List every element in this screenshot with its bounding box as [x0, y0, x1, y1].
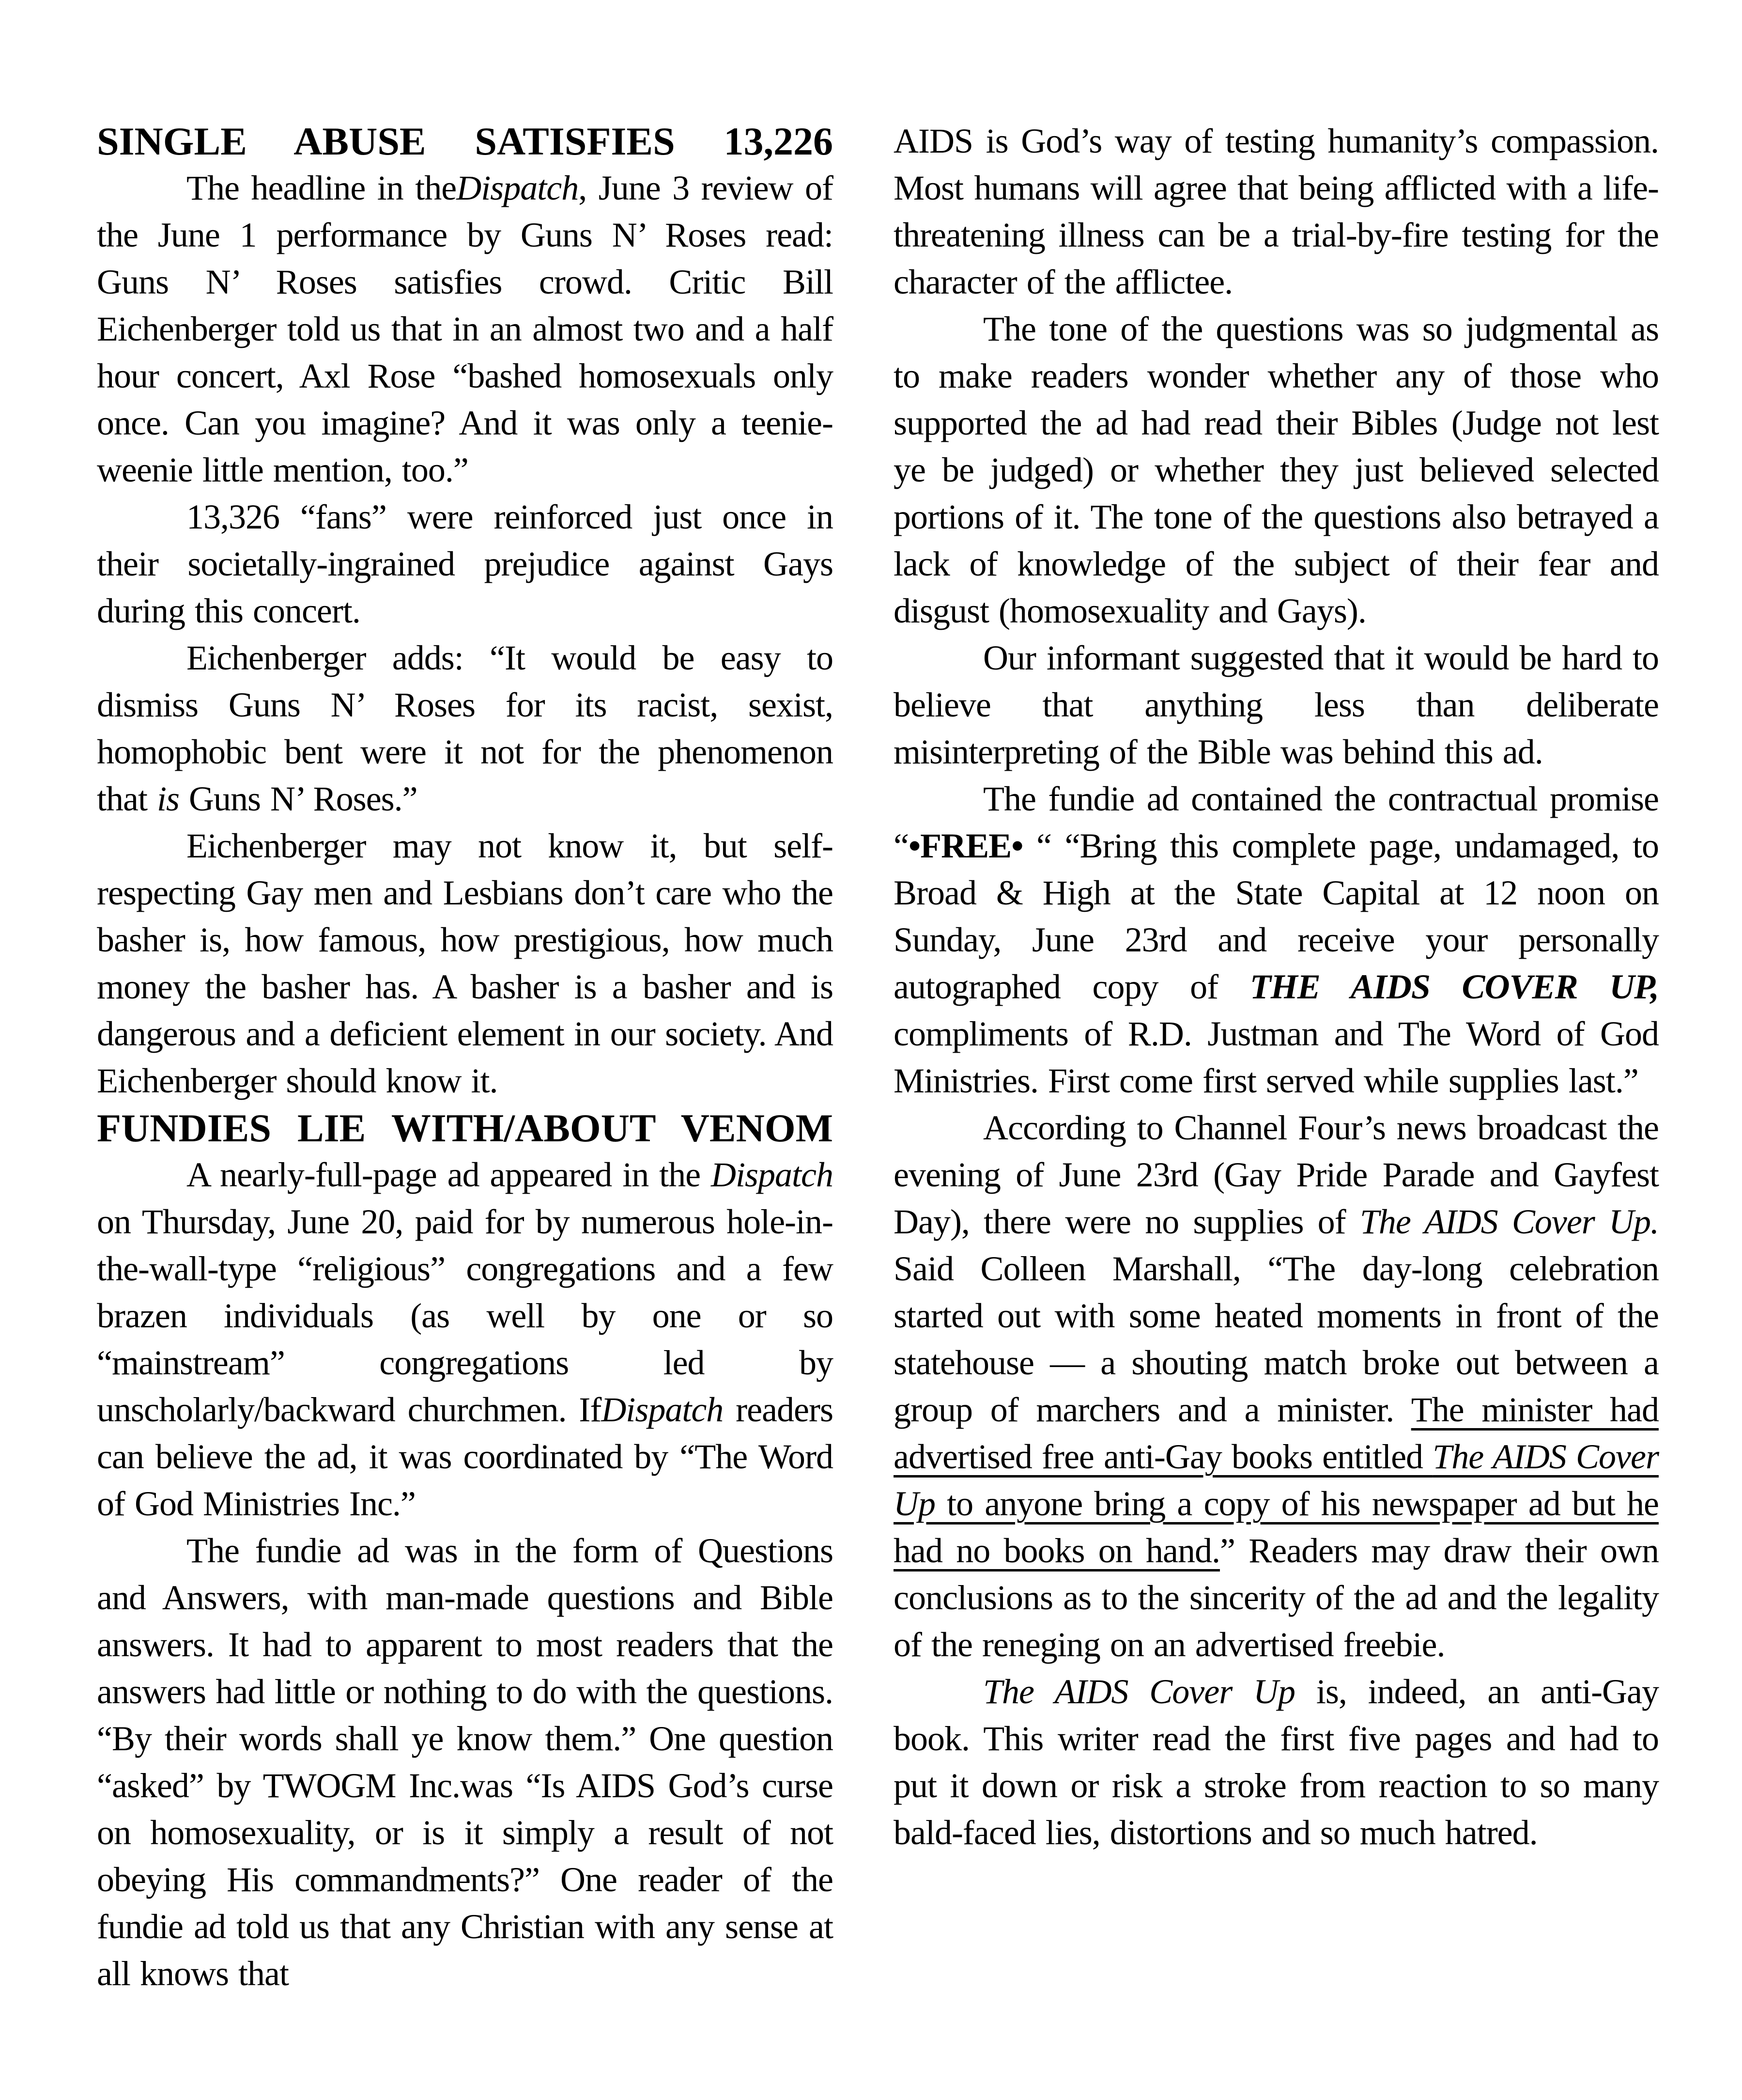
paragraph	[97, 823, 833, 1104]
paragraph	[894, 306, 1659, 635]
text-run: The headline in the	[186, 169, 457, 207]
text-run: The AIDS Cover Up	[894, 1437, 1659, 1523]
text-run: THE AIDS COVER UP,	[1249, 967, 1659, 1006]
text-run: The minister had advertised free anti-Gay books entitled	[894, 1390, 1659, 1476]
text-run: According to Channel Four’s news broadcast the evening of June 23rd (Gay Pride Parade and Gayfest Day), there were no supplies of	[894, 1108, 1659, 1241]
text-run: The AIDS Cover Up	[983, 1672, 1295, 1711]
text-run: is	[156, 779, 179, 818]
paragraph	[97, 494, 833, 635]
paragraph	[894, 118, 1659, 306]
text-run: •FREE•	[908, 826, 1023, 865]
text-run: Guns N’ Roses.”	[179, 779, 417, 818]
text-run: , June 3 review of the June 1 performance by Guns N’ Roses read: Guns N’ Roses satisfies crowd. Critic Bill Eichenberger told us that in an almost two and a half hour concert, Axl Rose “bashed homosexuals only once. Can you imagine? And it was only a teenie-weenie little mention, too.”	[97, 169, 833, 489]
paragraph	[97, 1527, 833, 1997]
text-run: compliments of R.D. Justman and The Word of God Ministries. First come first served while supplies last.”	[894, 1014, 1659, 1100]
text-run: is, indeed, an anti-Gay book. This writer read the first five pages and had to put it down or risk a stroke from reaction to so many bald-faced lies, distortions and so much hatred.	[894, 1672, 1659, 1852]
text-run: The tone of the questions was so judgmental as to make readers wonder whether any of those who supported the ad had read their Bibles (Judge not lest ye be judged) or whether they just believed selected portions of it. The tone of the questions also betrayed a lack of knowledge of the subject of their fear and disgust (homosexuality and Gays).	[894, 310, 1659, 630]
text-run: readers can believe the ad, it was coordinated by “The Word of God Ministries Inc.”	[97, 1390, 833, 1523]
paragraph	[894, 1668, 1659, 1856]
text-run: Dispatch	[456, 169, 579, 207]
text-run: The fundie ad was in the form of Questions and Answers, with man-made questions and Bible answers. It had to apparent to most readers that the answers had little or nothing to do with the questions. “By their words shall ye know them.” One question “asked” by TWOGM Inc.was “Is AIDS God’s curse on homosexuality, or is it simply a result of not obeying His commandments?” One reader of the fundie ad told us that any Christian with any sense at all knows that	[97, 1531, 833, 1993]
paragraph	[97, 165, 833, 494]
left-column	[97, 118, 833, 1997]
text-run: The AIDS Cover Up.	[1359, 1202, 1659, 1241]
text-run: 13,326 “fans” were reinforced just once in their societally-ingrained prejudice against Gays during this concert.	[97, 498, 833, 630]
text-run: Eichenberger adds: “It would be easy to dismiss Guns N’ Roses for its racist, sexist, homophobic bent were it not for the phenomenon that	[97, 638, 833, 818]
paragraph	[97, 1151, 833, 1527]
text-run: Said Colleen Marshall, “The day-long celebration started out with some heated moments in front of the statehouse — a shouting match broke out between a group of marchers and a minister.	[894, 1249, 1659, 1429]
paragraph	[894, 1104, 1659, 1668]
text-run: Dispatch	[601, 1390, 724, 1429]
fundies-heading: FUNDIES LIE WITH/ABOUT VENOM	[97, 1106, 833, 1150]
text-run: ” Readers may draw their own conclusions as to the sincerity of the ad and the legality of the reneging on an advertised freebie.	[894, 1531, 1659, 1664]
text-run: The fundie ad contained the contractual promise “	[894, 779, 1659, 865]
text-run: “ “Bring this complete page, undamaged, to Broad & High at the State Capital at 12 noon on Sunday, June 23rd and receive your personally autographed copy of	[894, 826, 1659, 1006]
text-run: A nearly-full-page ad appeared in the	[186, 1155, 711, 1194]
paragraph	[894, 776, 1659, 1104]
text-run: Dispatch	[711, 1155, 833, 1194]
text-run: Eichenberger may not know it, but self-respecting Gay men and Lesbians don’t care who the basher is, how famous, how prestigious, how much money the basher has. A basher is a basher and is dangerous and a deficient element in our society. And Eichenberger should know it.	[97, 826, 833, 1100]
text-run: on Thursday, June 20, paid for by numerous hole-in-the-wall-type “religious” congregations and a few brazen individuals (as well by one or so “mainstream” congregations led by unscholarly/backward churchmen. If	[97, 1202, 833, 1429]
right-column	[894, 118, 1659, 1856]
paragraph	[894, 635, 1659, 776]
paragraph	[97, 635, 833, 823]
text-run: Our informant suggested that it would be hard to believe that anything less than deliberate misinterpreting of the Bible was behind this ad.	[894, 638, 1659, 771]
single-abuse-heading: SINGLE ABUSE SATISFIES 13,226	[97, 119, 833, 163]
text-run: AIDS is God’s way of testing humanity’s compassion. Most humans will agree that being afflicted with a life-threatening illness can be a trial-by-fire testing for the character of the afflictee.	[894, 122, 1659, 301]
text-run: to anyone bring a copy of his newspaper ad but he had no books on hand.	[894, 1484, 1659, 1570]
